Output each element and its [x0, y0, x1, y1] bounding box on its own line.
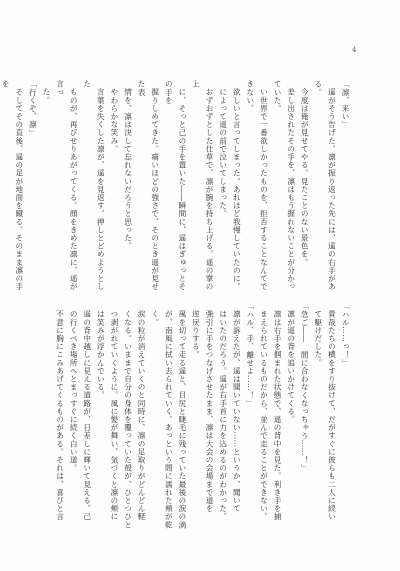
paragraph: 凛は右手を掴まれた状態で、遥の背中を見た。利き手を捕: [273, 309, 283, 521]
paragraph: 強引に手をつなげさせたまま、凛は大会の会場まで道を: [205, 309, 215, 513]
paragraph: そしてその直後、遥の足が地面を蹴る。そのまま凛の手を: [1, 80, 24, 291]
paragraph: に、そっと己の手を置いた――瞬間に、遥はぎゅっとその手を: [164, 80, 187, 291]
paragraph: が、南風に拭い去られていく。あっという間に濡れた頬が乾: [164, 309, 174, 529]
top-text-block: [1, 80, 352, 298]
paragraph: 情を、凛は決して忘れないだろうと思った。: [123, 87, 133, 250]
paragraph: 涙の粒が消えていくのと同時に、凛の足取りがどんどん軽: [137, 309, 147, 521]
paragraph: い世界で一番欲しかったものを、拒否することなんてできない。: [245, 80, 269, 291]
paragraph: くなる。いままで自分の身体を覆っていた殻が、ひとつひと: [123, 309, 133, 529]
paragraph: 今度は俺が見せてやる。見たことのない景色を。: [300, 87, 310, 266]
paragraph: おずおずとした仕草で、凛が腕を持ち上げる。遥の掌の上: [191, 80, 215, 291]
paragraph: は笑みが浮かんでいる。: [96, 309, 106, 399]
paragraph: 欲しいと言ってしまった。あれほど我慢していたのに。: [232, 87, 242, 291]
paragraph: 風を切って走る遥と、目尻と睫毛に残っていた最後の涙の滴: [177, 309, 187, 529]
paragraph: 逆戻りする。: [191, 309, 201, 359]
paragraph: 「行くぞ、凛」: [28, 80, 38, 137]
paragraph: く。: [150, 309, 160, 326]
paragraph: ものが、再びせりあがってくる。顔をきめた凛に、遥が言っ: [55, 80, 79, 291]
page-number: 4: [352, 46, 357, 54]
paragraph: 貴哉たちの横をすり抜けて、だがすぐに彼らも二人に続い: [327, 309, 337, 521]
paragraph: 「ハル……っ！」: [341, 302, 350, 367]
paragraph: 「急ご―― 間に合わなくなっちゃう……！」: [300, 302, 310, 473]
paragraph: 握りしめてきた。痛いほどの強さで、そのとき遥が見せた表: [137, 80, 160, 291]
paragraph: 不意に胸にこみあげてくるものがある。それは、喜びと言: [55, 309, 65, 521]
paragraph: やわらかな笑み。: [109, 87, 119, 153]
paragraph: はいたのだろう。遥が右手首に力を込めるのがわかった。: [218, 309, 228, 521]
paragraph: 「ハル、手、離せよ……！」: [245, 302, 255, 408]
paragraph: 遥の背中越しに見える道路が、日差しに輝いて見える。己: [82, 309, 92, 521]
paragraph: て駆けだした。: [313, 309, 323, 367]
paragraph: 凛が訴えたが、遥は聞いていない……というか、聞いて: [232, 309, 242, 513]
paragraph: まえられているものだから、並んで走ることができない。: [259, 309, 269, 521]
paragraph: つ剥がれていくように。風に髪が舞い、気づくと凛の頬に: [109, 309, 119, 521]
paragraph: によって遥の前で泣いてしまった。: [218, 87, 228, 218]
bottom-text-block: [48, 302, 352, 534]
paragraph: 遥がそう告げた。凛が振り返った先には、遥の右手がある。: [313, 80, 337, 291]
paragraph: 言葉を失くした凛が、遥を見返す。押しとどめようとした: [82, 80, 106, 291]
paragraph: 差し出されたその手を、凛はもう握れないことが分かっていた。: [273, 80, 296, 291]
paragraph: た。: [41, 87, 51, 104]
paragraph: の行くべき場所へとまっすぐに続く白い道。: [69, 309, 79, 472]
paragraph: 凛が遥の背を追いかけてくる。: [286, 309, 296, 423]
paragraph: 「凛、来い」: [341, 80, 350, 129]
